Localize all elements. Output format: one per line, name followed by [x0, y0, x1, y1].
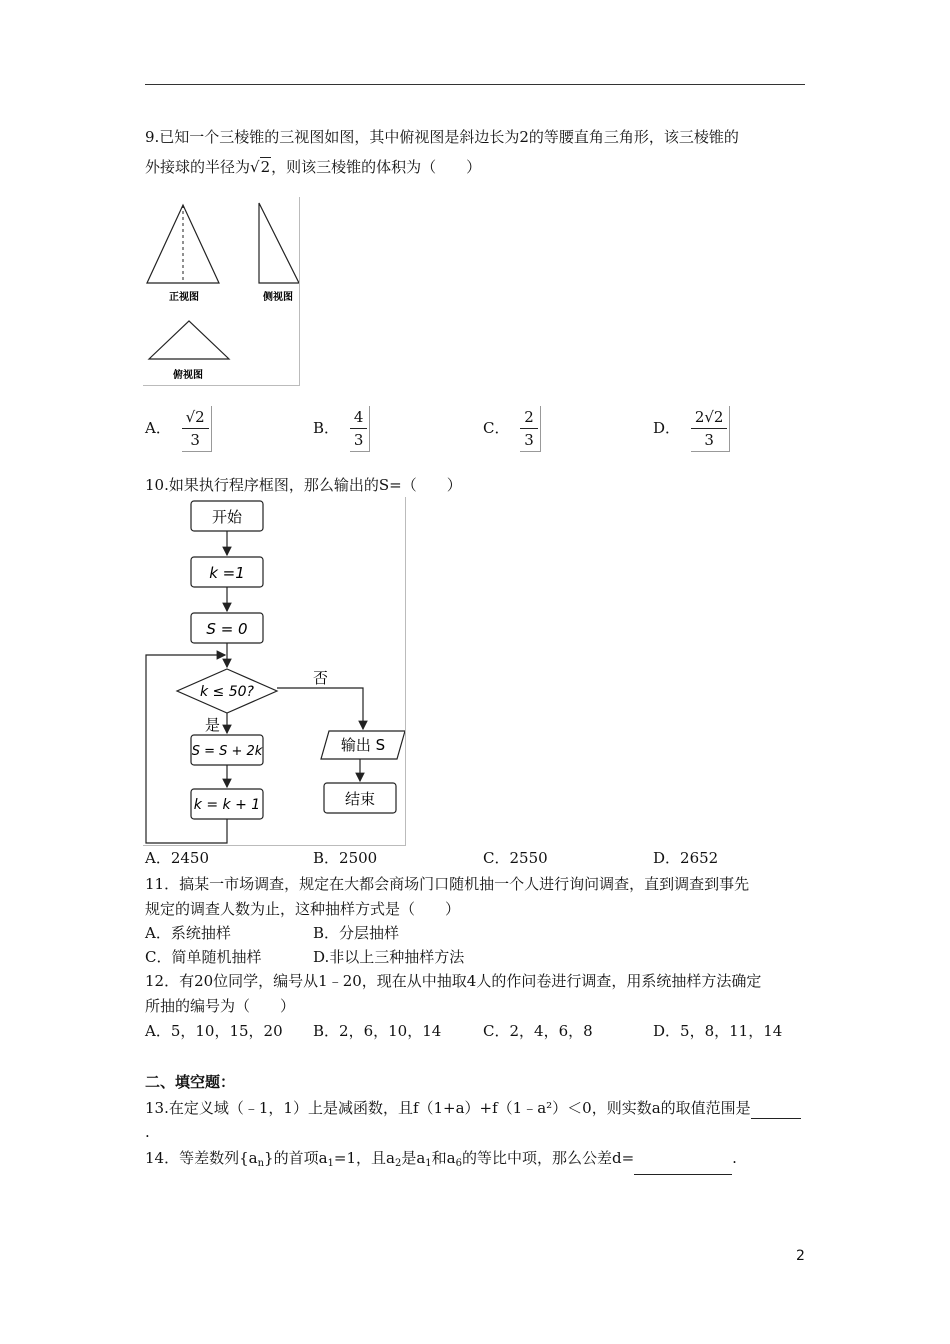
q9-option-d-label: D． [653, 419, 681, 437]
q9-option-a-den: 3 [190, 431, 200, 449]
q14-text-2: }的首项a [264, 1149, 328, 1167]
q14-stem [145, 1147, 737, 1175]
q14-sub-4: 1 [425, 1158, 432, 1169]
q12-option-b[interactable]: B．2，6，10，14 [313, 1022, 442, 1040]
q10-stem: 10.如果执行程序框图，那么输出的S=（ ） [145, 476, 462, 494]
q9-option-b-fraction [350, 406, 371, 452]
q14-answer-blank[interactable] [634, 1156, 732, 1175]
q9-stem-line2b: ，则该三棱锥的体积为（ ） [271, 158, 482, 176]
q14-sub-3: 2 [394, 1158, 402, 1169]
q9-option-a-num: √2 [182, 406, 209, 429]
q9-three-view-figure [143, 197, 300, 386]
q9-option-c-den: 3 [524, 431, 534, 449]
q9-option-a-label: A． [145, 419, 171, 437]
q9-stem-line2a: 外接球的半径为 [145, 158, 251, 176]
q13-stem-text: 13.在定义域（﹣1，1）上是减函数，且f（1+a）+f（1﹣a²）＜0，则实数a的取值范围是 [145, 1099, 751, 1117]
q11-option-c[interactable]: C．简单随机抽样 [145, 948, 262, 966]
q11-stem-line1: 11．搞某一市场调查，规定在大都会商场门口随机抽一个人进行询问调查，直到调查到事先 [145, 875, 750, 893]
q9-option-b-label: B． [313, 419, 340, 437]
front-view-label: 正视图 [169, 292, 199, 303]
flow-s-update-label: S = S + 2k [191, 744, 263, 759]
q9-option-d-num: 2√2 [691, 406, 728, 429]
q12-stem-line2: 所抽的编号为（ ） [145, 997, 296, 1015]
q13-answer-blank[interactable] [751, 1100, 801, 1119]
top-view-triangle [149, 321, 229, 359]
q9-option-b[interactable] [313, 406, 370, 452]
q10-option-b[interactable]: B．2500 [313, 849, 378, 867]
flow-output-label: 输出 S [340, 736, 386, 754]
q9-option-d-den: 3 [704, 431, 714, 449]
q13-stem-line2: . [145, 1123, 150, 1141]
q9-option-b-den: 3 [353, 431, 364, 449]
flow-condition-label: k ≤ 50? [200, 684, 254, 700]
header-rule [145, 84, 805, 85]
q14-text-6: 的等比中项，那么公差d= [462, 1149, 635, 1167]
flow-k-update-label: k = k + 1 [193, 797, 261, 813]
q9-option-d-fraction [691, 406, 731, 452]
flow-end-label: 结束 [344, 790, 376, 808]
top-view-label: 俯视图 [173, 370, 203, 381]
section-fill-in-title: 二、填空题： [145, 1073, 236, 1091]
q14-text-4: 是a [401, 1149, 426, 1167]
q14-sub-2: 1 [327, 1158, 334, 1169]
flow-yes-label: 是 [205, 716, 221, 734]
q14-sub-5: 6 [455, 1158, 462, 1169]
q11-option-a[interactable]: A．系统抽样 [145, 924, 231, 942]
q9-option-a-fraction [182, 406, 212, 452]
q14-text-1: 14．等差数列{a [145, 1149, 258, 1167]
q13-stem-line1 [145, 1097, 801, 1119]
q9-option-b-num: 4 [350, 406, 368, 429]
q9-option-c-num: 2 [520, 406, 538, 429]
q9-sqrt-icon: √ [250, 158, 260, 176]
q14-text-3: =1，且a [333, 1149, 395, 1167]
q9-stem-line1: 9.已知一个三棱锥的三视图如图，其中俯视图是斜边长为2的等腰直角三角形，该三棱锥的 [145, 128, 739, 146]
q14-text-5: 和a [431, 1149, 456, 1167]
flow-k-init-label: k =1 [209, 564, 245, 582]
side-view-label: 侧视图 [263, 292, 293, 303]
flow-arrow-no [277, 688, 363, 729]
q9-option-d[interactable] [653, 406, 730, 452]
q10-option-a[interactable]: A．2450 [145, 849, 210, 867]
q11-option-d[interactable]: D.非以上三种抽样方法 [313, 948, 465, 966]
q10-option-c[interactable]: C．2550 [483, 849, 548, 867]
q9-option-c-label: C． [483, 419, 510, 437]
q12-stem-line1: 12．有20位同学，编号从1﹣20，现在从中抽取4人的作问卷进行调查，用系统抽样方法确定 [145, 972, 762, 990]
page-number: 2 [796, 1248, 805, 1264]
q9-option-c[interactable] [483, 406, 541, 452]
q11-option-b[interactable]: B．分层抽样 [313, 924, 400, 942]
q9-radicand: 2 [260, 158, 271, 176]
q9-stem-line2 [145, 156, 481, 178]
side-view-triangle [259, 203, 299, 283]
q12-option-a[interactable]: A．5，10，15，20 [145, 1022, 283, 1040]
q11-stem-line2: 规定的调查人数为止，这种抽样方式是（ ） [145, 900, 461, 918]
flow-start-label: 开始 [211, 508, 243, 526]
q14-sub-1: n [257, 1158, 265, 1169]
q12-option-d[interactable]: D．5，8，11，14 [653, 1022, 783, 1040]
q14-text-7: . [732, 1149, 737, 1167]
q9-option-c-fraction [520, 406, 541, 452]
q9-option-a[interactable] [145, 406, 212, 452]
q10-flowchart [143, 497, 406, 846]
q12-option-c[interactable]: C．2，4，6，8 [483, 1022, 593, 1040]
flow-no-label: 否 [313, 669, 329, 687]
flow-s-init-label: S = 0 [206, 620, 248, 638]
q10-option-d[interactable]: D．2652 [653, 849, 719, 867]
